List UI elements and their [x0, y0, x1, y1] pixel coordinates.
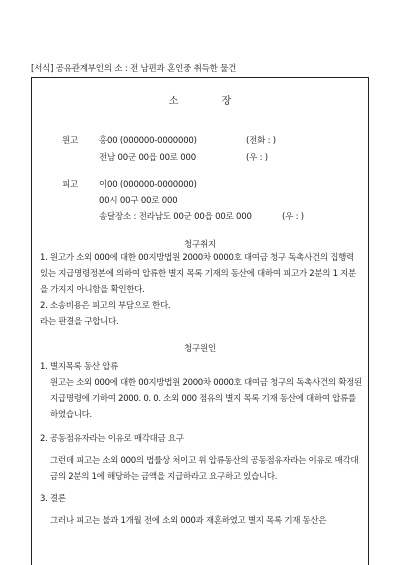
reason-1-body: 원고는 소외 000에 대한 00지방법원 2000차 0000호 대여금 청구의 독촉사건의 확정된 지급명령에 기하여 2000. 0. 0. 소외 000 점유의 별지 목록 기재 동산에 대하여 압류를 하였습니다.: [50, 378, 362, 420]
plaintiff-address: 전남 00군 00읍 00로 000: [99, 153, 196, 163]
defendant-name: 이00 (000000-0000000): [99, 180, 197, 190]
claim-heading: 청구취지: [183, 240, 217, 250]
document-title: 소 장: [168, 96, 232, 107]
claim-item-1: 1. 원고가 소외 000에 대한 00지방법원 2000차 0000호 대여금 청구 독촉사건의 집행력 있는 지급명령정본에 의하여 압류한 별지 목록 기재의 동산에 대하여 피고가 2분의 1 지분을 가지지 아니함을 확인한다.: [40, 253, 356, 295]
plaintiff-role: 원고: [62, 136, 79, 146]
reason-heading: 청구원인: [183, 344, 217, 354]
reason-3-heading: 3. 결론: [40, 494, 66, 504]
reason-3-body: 그러나 피고는 불과 1개월 전에 소외 000과 재혼하였고 별지 목록 기재 동산은: [50, 516, 327, 526]
reason-1-heading: 1. 별지목록 동산 압류: [40, 362, 119, 372]
reason-2-heading: 2. 공동점유자라는 이유로 매각대금 요구: [40, 434, 184, 444]
defendant-address: 00시 00구 00로 000: [99, 196, 178, 206]
defendant-role: 피고: [62, 180, 79, 190]
reason-2-body: 그런데 피고는 소외 000의 법률상 처이고 위 압류동산의 공동점유자라는 이유로 매각대금의 2분의 1에 해당하는 금액을 지급하라고 요구하고 있습니다.: [50, 456, 359, 482]
plaintiff-phone: (전화 : ): [246, 136, 276, 146]
claim-item-2: 2. 소송비용은 피고의 부담으로 한다.: [40, 301, 171, 311]
claim-closing: 라는 판결을 구합니다.: [40, 317, 119, 327]
plaintiff-zip: (우 : ): [246, 153, 268, 163]
defendant-delivery-address: 송달장소 : 전라남도 00군 00읍 00로 000: [99, 212, 252, 222]
plaintiff-name: 홍00 (000000-0000000): [99, 136, 197, 146]
document-frame: [31, 77, 369, 565]
form-caption: [서식] 공유관계부인의 소 : 전 남편과 혼인중 취득한 물건: [31, 64, 237, 74]
defendant-zip: (우 : ): [282, 212, 304, 222]
